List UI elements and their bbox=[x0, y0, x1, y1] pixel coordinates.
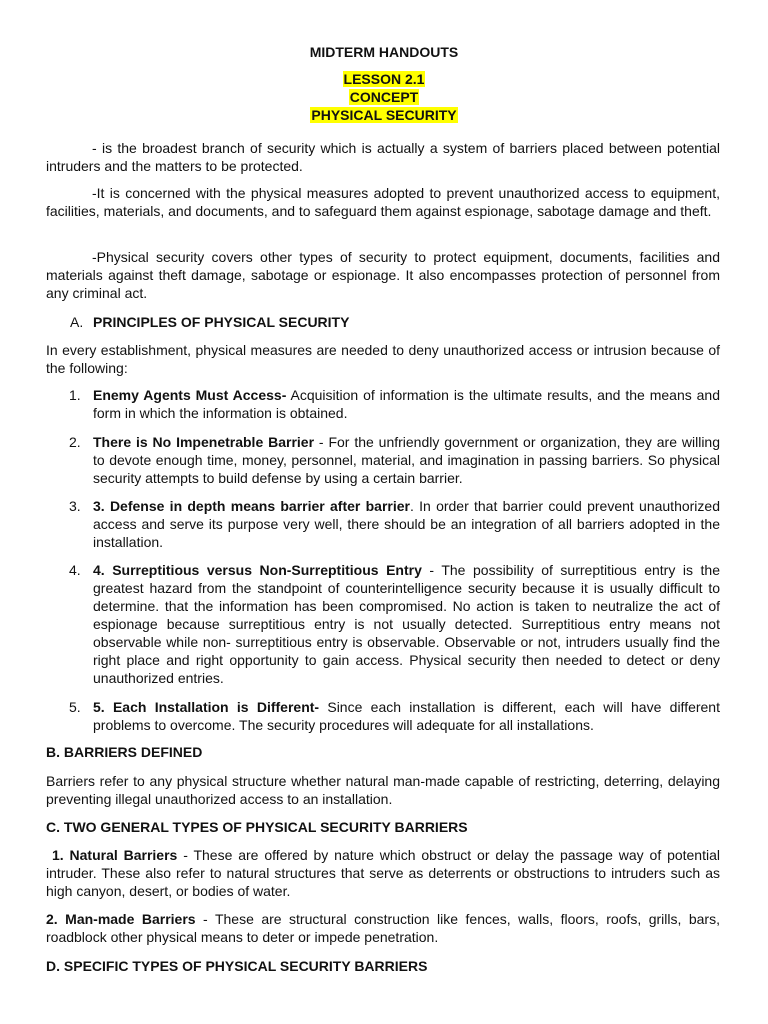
section-b-heading: B. BARRIERS DEFINED bbox=[46, 744, 203, 760]
section-d-heading: D. SPECIFIC TYPES OF PHYSICAL SECURITY BARRIERS bbox=[46, 958, 428, 974]
section-c-heading: C. TWO GENERAL TYPES OF PHYSICAL SECURITY BARRIERS bbox=[46, 819, 468, 835]
principle-item-4 bbox=[46, 561, 720, 687]
intro-paragraph-2: -It is concerned with the physical measures adopted to prevent unauthorized access to equipment, facilities, materials, and documents, and to safeguard them against espionage, sabotage damage and theft. bbox=[46, 185, 720, 219]
manmade-barriers-title: 2. Man-made Barriers bbox=[46, 911, 196, 927]
lesson-label: LESSON 2.1 bbox=[343, 71, 425, 87]
list-number: 3. bbox=[69, 498, 81, 514]
list-number: 2. bbox=[69, 434, 81, 450]
section-a-letter: A. bbox=[70, 314, 84, 330]
natural-barriers-title: 1. Natural Barriers bbox=[52, 847, 178, 863]
principle-title: There is No Impenetrable Barrier bbox=[93, 434, 315, 450]
topic-label: PHYSICAL SECURITY bbox=[311, 107, 457, 123]
principle-item-2 bbox=[46, 433, 720, 487]
principle-text: - The possibility of surreptitious entry is the greatest hazard from the standpoint of counterintelligence security because it is usually difficult to determine. that the information has been compromised. No action is taken to neutralize the act of espionage because surreptitious entry is not usually detected. Surreptitious entry means not observable while non- surreptitious entry is observable. Observable or not, intruders usually find the right place and right opportunity to gain access. Physical security then needed to detect or deny unauthorized entries. bbox=[93, 562, 720, 686]
principle-item-5 bbox=[46, 698, 720, 734]
principle-title: Enemy Agents Must Access- bbox=[93, 387, 287, 403]
principle-item-1 bbox=[46, 386, 720, 422]
principle-text: Since each installation is different, each will have different problems to overcome. The security procedures will adequate for all installations. bbox=[93, 699, 720, 733]
section-a-intro: In every establishment, physical measures are needed to deny unauthorized access or intrusion because of the following: bbox=[46, 342, 720, 376]
intro-paragraph-3: -Physical security covers other types of security to protect equipment, documents, facilities and materials against theft damage, sabotage or espionage. It also encompasses protection of personnel from any criminal act. bbox=[46, 249, 720, 301]
principle-title: 5. Each Installation is Different- bbox=[93, 699, 320, 715]
natural-barriers-paragraph bbox=[46, 846, 720, 900]
list-number: 1. bbox=[69, 387, 81, 403]
section-b-text: Barriers refer to any physical structure whether natural man-made capable of restricting, deterring, delaying preventing illegal unauthorized access to an installation. bbox=[46, 773, 720, 807]
principle-text: - For the unfriendly government or organization, they are willing to devote enough time, money, personnel, material, and imagination in passing barriers. So physical security attempts to build defense by using a certain barrier. bbox=[93, 434, 720, 486]
principle-item-3 bbox=[46, 497, 720, 551]
section-a-title: PRINCIPLES OF PHYSICAL SECURITY bbox=[93, 314, 350, 330]
intro-paragraph-1: - is the broadest branch of security which is actually a system of barriers placed between potential intruders and the matters to be protected. bbox=[46, 140, 720, 174]
principle-title: 4. Surreptitious versus Non-Surreptitious Entry bbox=[93, 562, 422, 578]
manmade-barriers-text: - These are structural construction like fences, walls, floors, roofs, grills, bars, roadblock other physical means to deter or impede penetration. bbox=[46, 911, 720, 945]
principle-text: . In order that barrier could prevent unauthorized access and serve its purpose very well, there should be an integration of all barriers adopted in the installation. bbox=[93, 498, 720, 550]
concept-label: CONCEPT bbox=[349, 89, 419, 105]
document-title: MIDTERM HANDOUTS bbox=[309, 44, 459, 60]
list-number: 4. bbox=[69, 562, 81, 578]
section-a-heading bbox=[46, 313, 720, 331]
manmade-barriers-paragraph bbox=[46, 910, 720, 946]
principle-text: Acquisition of information is the ultimate results, and the means and form in which the information is obtained. bbox=[93, 387, 720, 421]
natural-barriers-text: - These are offered by nature which obstruct or delay the passage way of potential intruder. These also refer to natural structures that serve as deterrents or obstructions to intruders such as high canyon, desert, or bodies of water. bbox=[46, 847, 720, 899]
list-number: 5. bbox=[69, 699, 81, 715]
principle-title: 3. Defense in depth means barrier after barrier bbox=[93, 498, 410, 514]
